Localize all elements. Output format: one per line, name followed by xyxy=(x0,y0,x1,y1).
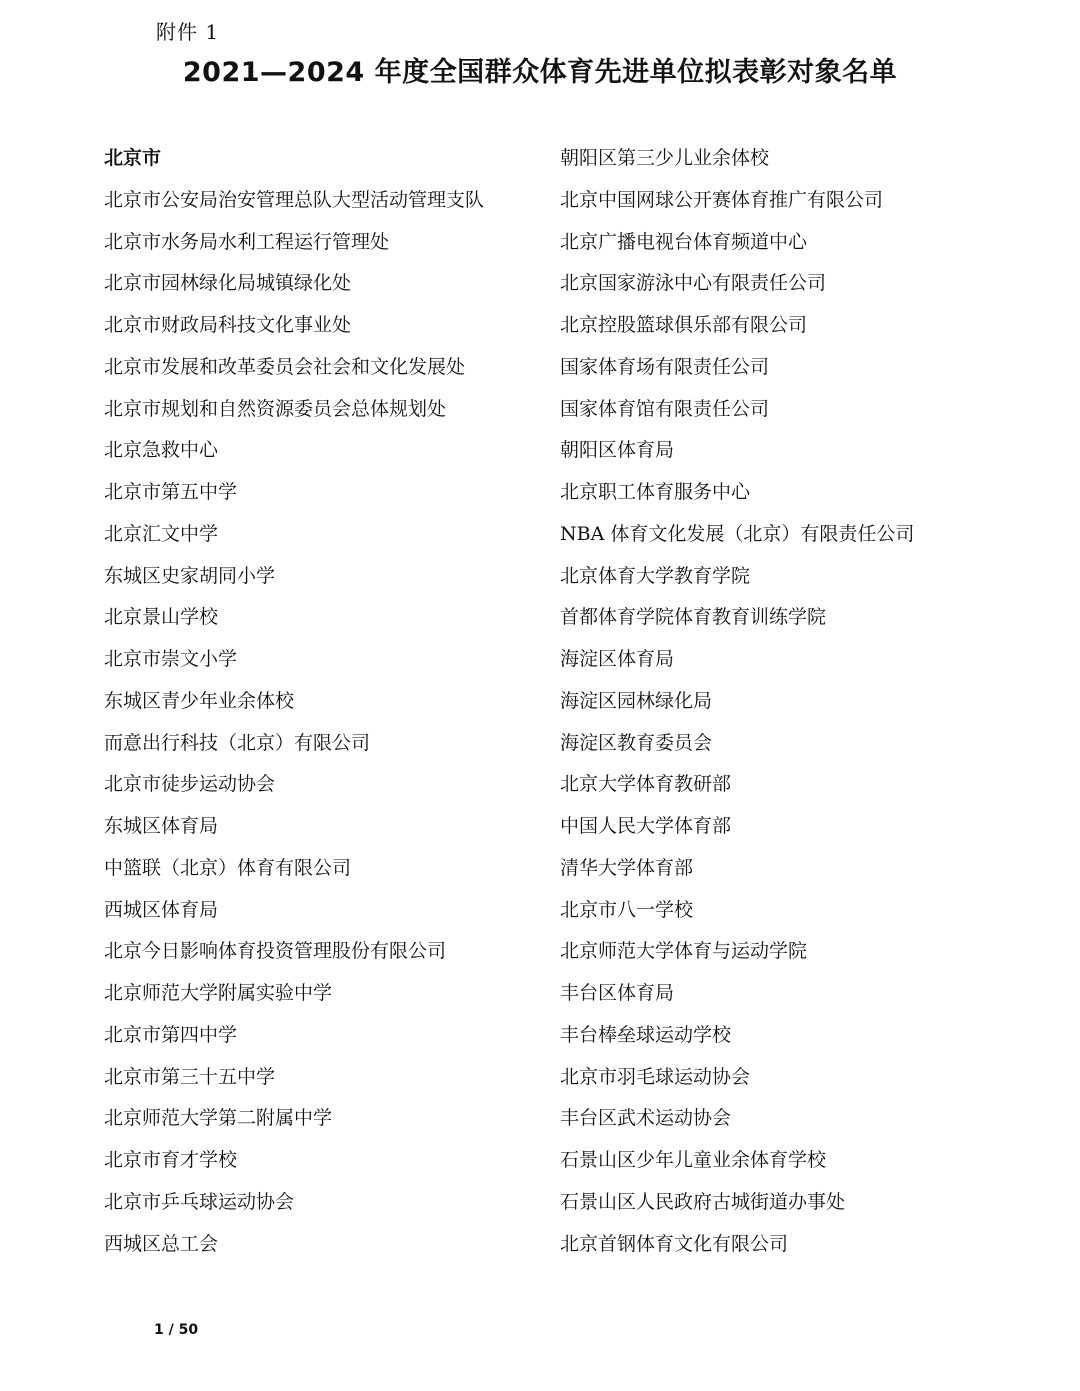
list-item: 北京师范大学体育与运动学院 xyxy=(560,940,808,963)
list-item: 北京市第三十五中学 xyxy=(104,1065,276,1088)
list-item: 西城区总工会 xyxy=(104,1232,219,1255)
list-item: 石景山区人民政府古城街道办事处 xyxy=(560,1190,846,1213)
right-column-list xyxy=(560,138,1060,1265)
list-item: 北京中国网球公开赛体育推广有限公司 xyxy=(560,188,884,211)
list-item: 北京控股篮球俱乐部有限公司 xyxy=(560,314,808,336)
list-item: 东城区史家胡同小学 xyxy=(104,564,276,587)
list-item: 北京首钢体育文化有限公司 xyxy=(560,1232,789,1255)
list-item: 而意出行科技（北京）有限公司 xyxy=(104,731,371,754)
list-item: 北京市第五中学 xyxy=(104,481,238,503)
list-item: 北京市规划和自然资源委员会总体规划处 xyxy=(104,397,447,420)
list-item: 北京市第四中学 xyxy=(104,1023,238,1046)
list-item: 丰台棒垒球运动学校 xyxy=(560,1023,732,1046)
list-item: 国家体育馆有限责任公司 xyxy=(560,397,770,420)
list-item: 东城区青少年业余体校 xyxy=(104,689,295,712)
list-item: 北京市乒乓球运动协会 xyxy=(104,1190,295,1213)
list-item: 朝阳区第三少儿业余体校 xyxy=(560,147,770,169)
list-item: 北京景山学校 xyxy=(104,606,219,629)
list-item: 北京广播电视台体育频道中心 xyxy=(560,230,808,253)
left-column-list xyxy=(104,138,544,1265)
list-item: 北京市园林绿化局城镇绿化处 xyxy=(104,272,352,295)
list-item: 北京今日影响体育投资管理股份有限公司 xyxy=(104,940,447,963)
list-item: 北京市八一学校 xyxy=(560,898,694,921)
list-item: 东城区体育局 xyxy=(104,815,219,837)
list-item: 北京体育大学教育学院 xyxy=(560,564,751,587)
list-item: 北京师范大学第二附属中学 xyxy=(104,1107,333,1130)
list-item: 石景山区少年儿童业余体育学校 xyxy=(560,1149,827,1171)
page-indicator: 1 / 50 xyxy=(154,1322,199,1338)
list-item: 北京市崇文小学 xyxy=(104,648,238,670)
list-item: 北京市发展和改革委员会社会和文化发展处 xyxy=(104,355,466,378)
list-item: 海淀区教育委员会 xyxy=(560,731,713,754)
attachment-label: 附件 1 xyxy=(156,20,220,44)
list-item: 中国人民大学体育部 xyxy=(560,815,732,837)
list-item: 北京市徒步运动协会 xyxy=(104,773,276,796)
list-item: 中篮联（北京）体育有限公司 xyxy=(104,856,352,879)
list-item: 北京市水务局水利工程运行管理处 xyxy=(104,230,390,253)
list-item: 清华大学体育部 xyxy=(560,856,694,879)
list-item: NBA 体育文化发展（北京）有限责任公司 xyxy=(560,522,915,545)
list-item: 国家体育场有限责任公司 xyxy=(560,355,770,378)
list-item: 丰台区体育局 xyxy=(560,982,675,1004)
list-item: 北京市羽毛球运动协会 xyxy=(560,1065,751,1088)
list-item: 北京市育才学校 xyxy=(104,1149,238,1171)
list-item: 北京汇文中学 xyxy=(104,522,219,545)
list-item: 北京国家游泳中心有限责任公司 xyxy=(560,272,827,295)
list-item: 北京市公安局治安管理总队大型活动管理支队 xyxy=(104,188,485,211)
list-item: 北京急救中心 xyxy=(104,439,219,462)
list-item: 北京师范大学附属实验中学 xyxy=(104,982,333,1004)
list-item: 丰台区武术运动协会 xyxy=(560,1107,732,1130)
list-item: 北京市财政局科技文化事业处 xyxy=(104,314,352,336)
list-item: 朝阳区体育局 xyxy=(560,439,675,462)
document-title: 2021—2024 年度全国群众体育先进单位拟表彰对象名单 xyxy=(182,57,898,88)
list-item: 北京职工体育服务中心 xyxy=(560,481,751,503)
list-item: 北京大学体育教研部 xyxy=(560,773,732,796)
list-item: 西城区体育局 xyxy=(104,898,219,921)
list-item: 海淀区体育局 xyxy=(560,648,675,670)
list-item: 首都体育学院体育教育训练学院 xyxy=(560,606,827,629)
region-heading: 北京市 xyxy=(104,147,162,169)
list-item: 海淀区园林绿化局 xyxy=(560,689,713,712)
